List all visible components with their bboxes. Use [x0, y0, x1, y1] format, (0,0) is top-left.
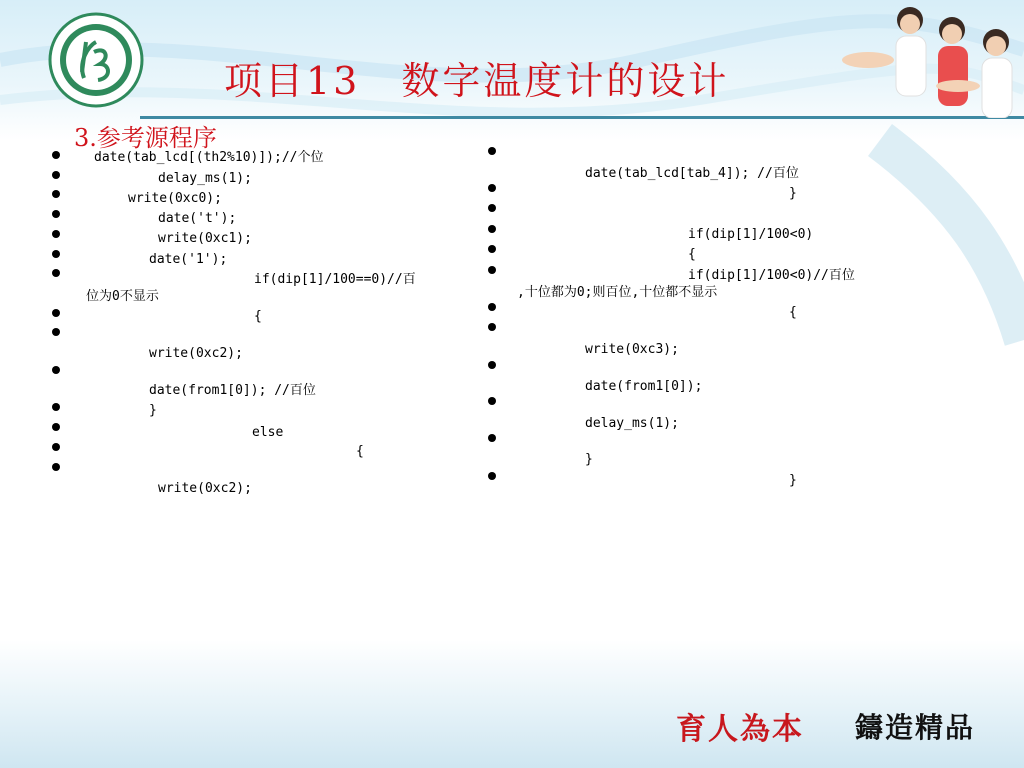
code-line: ,十位都为0;则百位,十位都不显示 [517, 285, 718, 300]
bullet [52, 443, 60, 451]
bullet [52, 403, 60, 411]
code-line: { [356, 444, 364, 459]
bullet [52, 230, 60, 238]
bullet [52, 269, 60, 277]
motto-right: 鑄造精品 [855, 711, 976, 744]
motto-left: 育人為本 [676, 712, 804, 747]
bullet [488, 225, 496, 233]
college-seal-logo-icon [48, 12, 144, 108]
code-line: delay_ms(1); [158, 171, 252, 186]
code-line: if(dip[1]/100==0)//百 [254, 272, 416, 287]
code-line: if(dip[1]/100<0) [688, 227, 814, 242]
code-line: 位为0不显示 [86, 289, 159, 304]
code-line: write(0xc1); [158, 231, 252, 246]
code-line: write(0xc3); [585, 342, 679, 357]
bullet [488, 245, 496, 253]
code-line: date(tab_lcd[tab_4]); //百位 [585, 166, 799, 181]
bullet [488, 303, 496, 311]
bullet [52, 190, 60, 198]
bullet [488, 397, 496, 405]
footer-background [0, 640, 1024, 768]
presenters-figures-icon [840, 0, 1024, 118]
code-line: date(from1[0]); //百位 [149, 383, 316, 398]
code-line: } [789, 186, 797, 201]
bullet [488, 472, 496, 480]
bullet [52, 423, 60, 431]
bullet [52, 309, 60, 317]
code-line: date('1'); [149, 252, 228, 267]
bullet [52, 171, 60, 179]
bullet [52, 463, 60, 471]
code-line: write(0xc2); [149, 346, 243, 361]
code-line: if(dip[1]/100<0)//百位 [688, 268, 855, 283]
bullet [488, 184, 496, 192]
code-line: { [254, 309, 262, 324]
code-line: { [688, 247, 696, 262]
code-line: date(from1[0]); [585, 379, 703, 394]
page-title: 项目13 数字温度计的设计 [224, 59, 730, 103]
bullet [488, 204, 496, 212]
code-line: write(0xc0); [128, 191, 222, 206]
bullet [488, 323, 496, 331]
code-line: { [789, 305, 797, 320]
bullet [488, 434, 496, 442]
code-line: date('t'); [158, 211, 237, 226]
section-title: 3.参考源程序 [74, 124, 217, 152]
bullet [52, 250, 60, 258]
bullet [52, 328, 60, 336]
code-line: date(tab_lcd[(th2%10)]);//个位 [94, 150, 324, 165]
bullet [488, 266, 496, 274]
bullet [488, 147, 496, 155]
code-line: } [585, 452, 593, 467]
bullet [488, 361, 496, 369]
bullet [52, 366, 60, 374]
bullet [52, 210, 60, 218]
code-line: } [149, 403, 157, 418]
code-line: delay_ms(1); [585, 416, 679, 431]
code-line: } [789, 473, 797, 488]
bullet [52, 151, 60, 159]
code-line: else [252, 425, 284, 440]
code-line: write(0xc2); [158, 481, 252, 496]
